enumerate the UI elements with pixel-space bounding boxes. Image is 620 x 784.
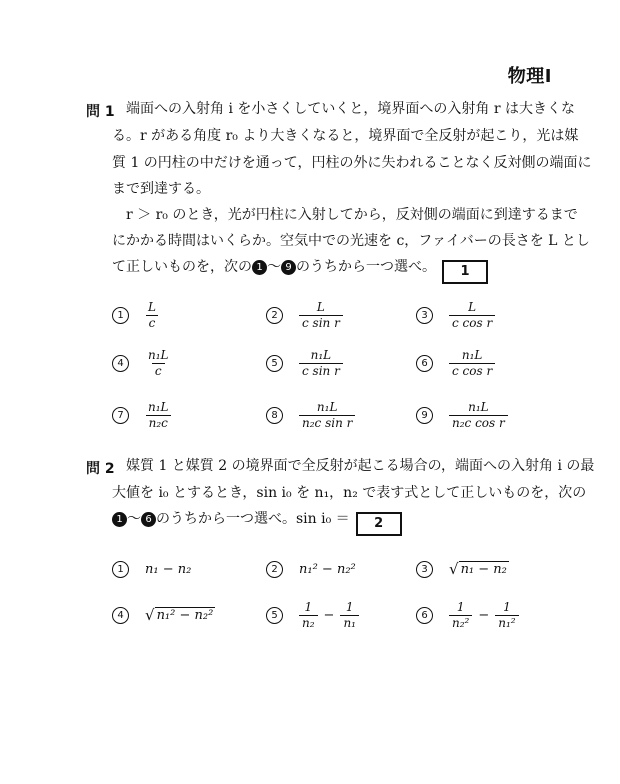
option-number-7: 7 (112, 407, 129, 424)
q2-line-3-end: のうちから一つ選べ。sin i₀ ＝ (156, 511, 350, 527)
option-1-fraction (145, 300, 159, 331)
option-number-4: 4 (112, 355, 129, 372)
q1-option-3[interactable] (416, 298, 495, 332)
denominator: c (146, 315, 159, 331)
option-number-2: 2 (266, 561, 283, 578)
option-1-expression: n₁ − n₂ (145, 561, 192, 577)
denominator: c cos r (449, 363, 495, 379)
option-2-fraction (299, 300, 343, 331)
q2-line-2: 大値を i₀ とするとき，sin i₀ を n₁，n₂ で表す式として正しいものを，次の (112, 485, 587, 501)
numerator: n₁L (148, 399, 169, 414)
option-2-expression: n₁² − n₂² (299, 561, 356, 577)
q1-line-5: r ＞ r₀ のとき，光が円柱に入射してから，反対側の端面に到達するまで (126, 207, 578, 223)
q1-line-2: る。r がある角度 r₀ より大きくなると，境界面で全反射が起こり，光は媒 (112, 128, 579, 144)
range-start-marker: 1 (252, 260, 267, 275)
q1-option-7[interactable] (112, 398, 172, 432)
numerator: 1 (456, 599, 465, 614)
option-5-fraction-b (340, 600, 359, 631)
question-2-label: 問 2 (86, 461, 115, 477)
range-start-marker: 1 (112, 512, 127, 527)
denominator: c cos r (449, 315, 495, 331)
option-6-fraction-a (449, 600, 472, 631)
option-number-1: 1 (112, 561, 129, 578)
numerator: n₁L (316, 399, 338, 414)
option-5-fraction-a (299, 600, 318, 631)
q2-option-6[interactable] (416, 598, 519, 632)
numerator: n₁L (461, 347, 483, 362)
option-number-3: 3 (416, 561, 433, 578)
numerator: L (148, 299, 156, 314)
q2-option-1[interactable] (112, 552, 191, 586)
answer-box-2[interactable]: 2 (356, 512, 402, 536)
option-8-fraction (299, 400, 355, 431)
range-separator: 〜 (267, 259, 281, 275)
denominator: n₂c sin r (299, 415, 355, 431)
option-5-fraction (299, 348, 343, 379)
option-3-radicand: n₁ − n₂ (460, 562, 507, 577)
sqrt-symbol: √ (145, 606, 155, 624)
option-number-6: 6 (416, 355, 433, 372)
denominator: n₁² (495, 615, 518, 631)
numerator: n₁L (310, 347, 332, 362)
sqrt-symbol: √ (449, 560, 459, 578)
q1-line-4: まで到達する。 (112, 181, 210, 197)
numerator: L (468, 299, 477, 314)
subject-title: 物理Ⅰ (507, 66, 552, 87)
option-7-fraction (145, 400, 172, 431)
q2-line-1: 媒質 1 と媒質 2 の境界面で全反射が起こる場合の，端面への入射角 i の最 (126, 458, 595, 474)
option-4-fraction (145, 348, 172, 379)
range-end-marker: 6 (141, 512, 156, 527)
q2-line-3 (112, 507, 402, 536)
numerator: 1 (503, 599, 511, 614)
q1-line-3: 質 1 の円柱の中だけを通って，円柱の外に失われることなく反対側の端面に (112, 155, 592, 171)
q2-option-3[interactable] (416, 552, 509, 586)
option-6-fraction-b (495, 600, 518, 631)
numerator: 1 (304, 599, 313, 614)
q1-option-2[interactable] (266, 298, 343, 332)
option-number-8: 8 (266, 407, 283, 424)
option-number-5: 5 (266, 607, 283, 624)
denominator: n₁ (340, 615, 359, 631)
option-9-fraction (449, 400, 508, 431)
q2-option-2[interactable] (266, 552, 356, 586)
denominator: c sin r (299, 363, 343, 379)
option-number-2: 2 (266, 307, 283, 324)
option-number-1: 1 (112, 307, 129, 324)
range-separator: 〜 (127, 511, 141, 527)
q1-line-7-text: て正しいものを，次の (112, 259, 252, 275)
q1-option-6[interactable] (416, 346, 495, 380)
numerator: n₁L (148, 347, 169, 362)
q1-option-4[interactable] (112, 346, 172, 380)
q1-option-8[interactable] (266, 398, 355, 432)
denominator: n₂ (299, 615, 318, 631)
question-1-label: 問 1 (86, 104, 115, 120)
denominator: c sin r (299, 315, 343, 331)
minus-sign: − (323, 607, 335, 623)
q2-option-5[interactable] (266, 598, 359, 632)
numerator: 1 (345, 599, 354, 614)
q1-line-6: にかかる時間はいくらか。空気中での光速を c，ファイバーの長さを L とし (112, 233, 590, 249)
range-end-marker: 9 (281, 260, 296, 275)
q1-option-5[interactable] (266, 346, 343, 380)
minus-sign: − (478, 607, 490, 623)
denominator: c (152, 363, 165, 379)
q1-line-1: 端面への入射角 i を小さくしていくと，境界面への入射角 r は大きくな (126, 101, 575, 117)
option-number-5: 5 (266, 355, 283, 372)
numerator: L (316, 299, 325, 314)
option-number-4: 4 (112, 607, 129, 624)
q1-line-7-end: のうちから一つ選べ。 (296, 259, 436, 275)
numerator: n₁L (468, 399, 489, 414)
option-number-9: 9 (416, 407, 433, 424)
denominator: n₂c cos r (449, 415, 508, 431)
q1-option-1[interactable] (112, 298, 159, 332)
option-number-3: 3 (416, 307, 433, 324)
q1-line-7 (112, 255, 488, 284)
option-4-radicand: n₁² − n₂² (156, 608, 214, 623)
option-3-fraction (449, 300, 495, 331)
q1-option-9[interactable] (416, 398, 508, 432)
q2-option-4[interactable] (112, 598, 215, 632)
denominator: n₂c (146, 415, 171, 431)
answer-box-1[interactable]: 1 (442, 260, 488, 284)
denominator: n₂² (449, 615, 472, 631)
option-6-fraction (449, 348, 495, 379)
option-number-6: 6 (416, 607, 433, 624)
